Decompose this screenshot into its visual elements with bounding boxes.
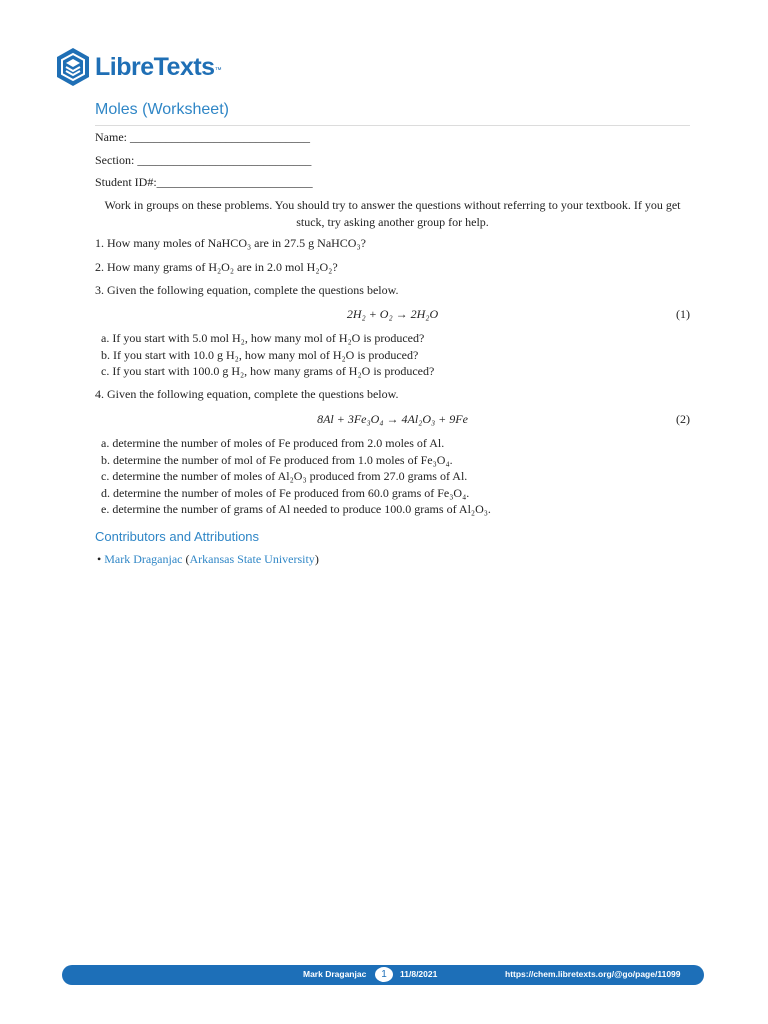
list-item: c. determine the number of moles of Al₂O₃ produced from 27.0 grams of Al. [101,469,468,483]
list-item: c. If you start with 100.0 g H₂, how many grams of H₂O is produced? [101,364,435,378]
list-item: d. determine the number of moles of Fe produced from 60.0 grams of Fe₃O₄. [101,485,470,500]
equation-1-number: (1) [676,307,690,321]
list-item: a. If you start with 5.0 mol H₂, how many mol of H₂O is produced? [101,331,425,345]
list-item: a. determine the number of moles of Fe produced from 2.0 moles of Al. [101,436,445,450]
contributor-item [97,552,319,567]
contributors-heading: Contributors and Attributions [95,529,260,544]
paren-open: ( [185,552,190,566]
equation-2-number: (2) [676,412,690,426]
equation-2-body: 8Al + 3Fe₃O₄ → 4Al₂O₃ + 9Fe [317,412,468,426]
affiliation-link[interactable]: Arkansas State University [189,552,315,566]
question-4: 4. Given the following equation, complete the questions below. [95,387,399,401]
footer-date: 11/8/2021 [400,969,438,979]
question-3: 3. Given the following equation, complete the questions below. [95,283,399,297]
page-footer [62,965,704,985]
section-field: Section: _____________________________ [95,153,312,167]
instructions: Work in groups on these problems. You should try to answer the questions without referring to your textbook. If you get stuck, try asking another group for help. [104,198,681,229]
page-number: 1 [375,967,393,982]
title-divider [95,125,690,126]
libretexts-hex-icon [55,47,91,87]
page-title: Moles (Worksheet) [95,101,229,118]
student-id-field: Student ID#:__________________________ [95,175,313,189]
bullet: • [97,552,105,566]
question-3-parts [101,330,434,380]
libretexts-logo[interactable] [55,46,221,88]
question-4-parts [101,435,491,518]
contributor-link[interactable]: Mark Draganjac [104,552,183,566]
footer-author: Mark Draganjac [303,969,367,979]
paren-close: ) [314,552,319,566]
list-item: b. If you start with 10.0 g H₂, how many mol of H₂O is produced? [101,347,419,362]
question-1: 1. How many moles of NaHCO₃ are in 27.5 g NaHCO₃? [95,236,366,250]
list-item: b. determine the number of mol of Fe produced from 1.0 moles of Fe₃O₄. [101,452,453,467]
question-2: 2. How many grams of H₂O₂ are in 2.0 mol H₂O₂? [95,260,338,274]
footer-url[interactable]: https://chem.libretexts.org/@go/page/11099 [505,969,681,979]
brand-name: LibreTexts™ [95,52,222,81]
list-item: e. determine the number of grams of Al needed to produce 100.0 grams of Al₂O₃. [101,502,491,516]
equation-1-body: 2H₂ + O₂ → 2H₂O [346,307,439,321]
name-field: Name: ______________________________ [95,130,310,144]
